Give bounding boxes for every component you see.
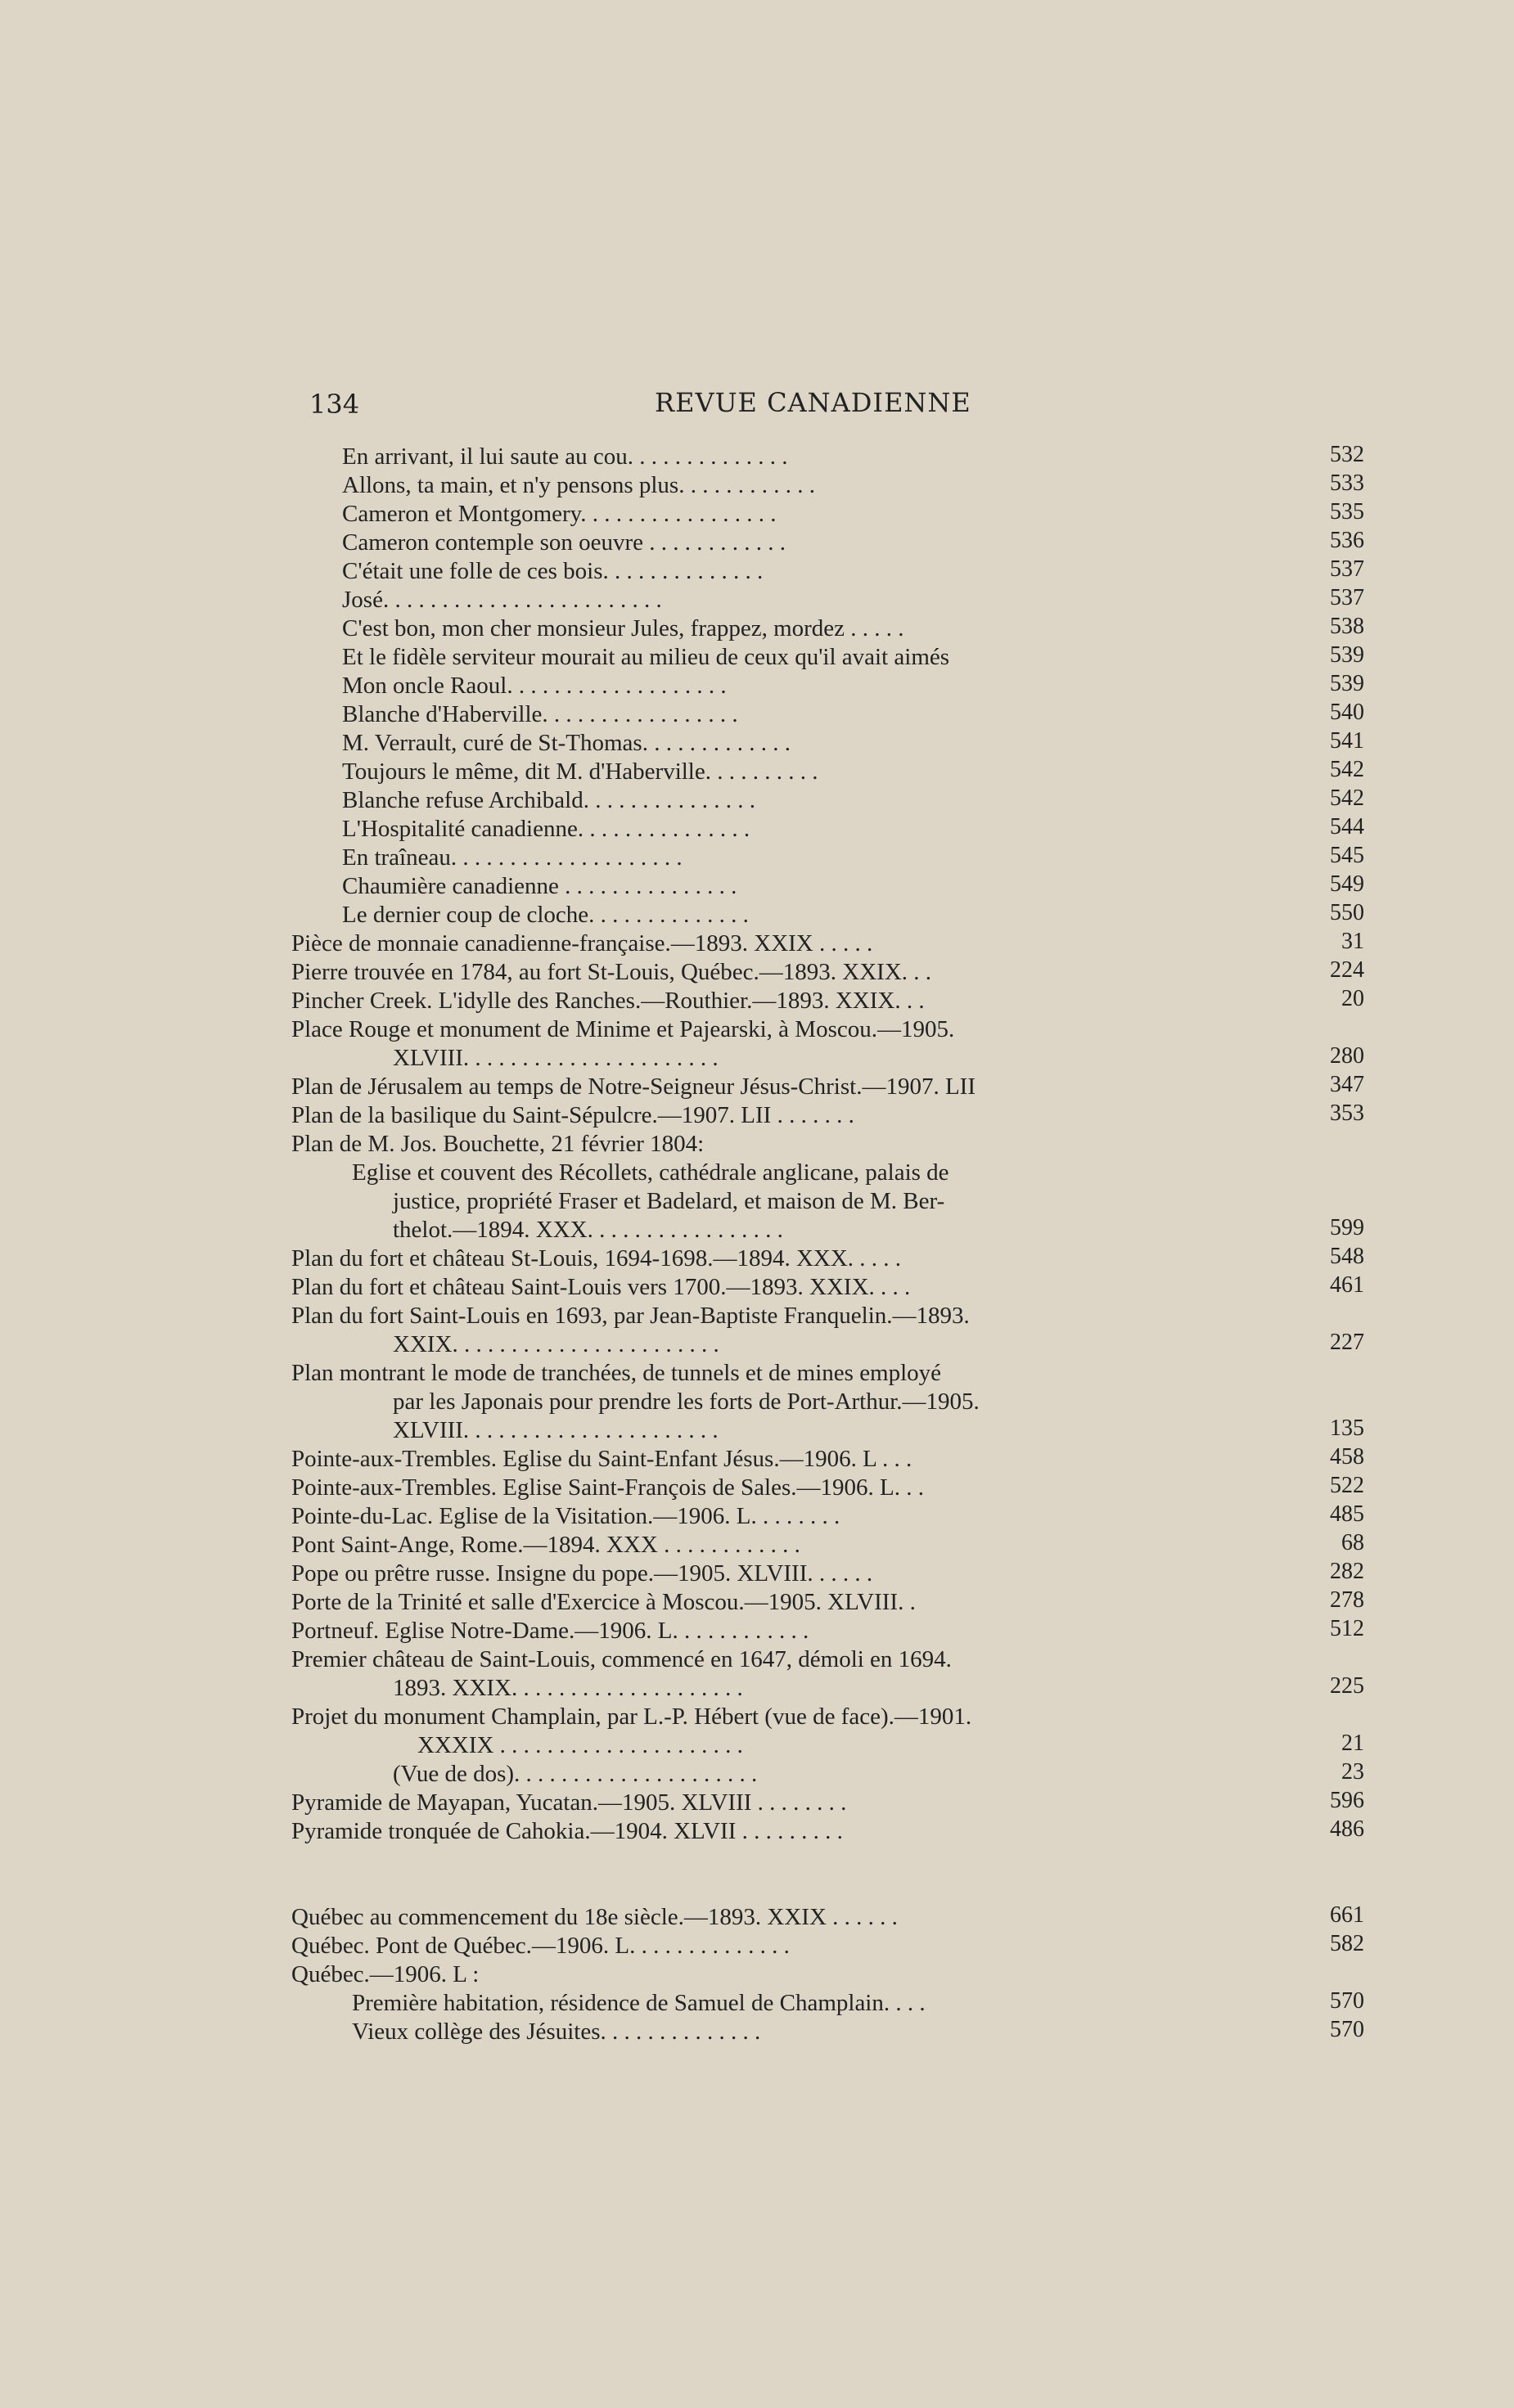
entry-page: 550 — [1330, 900, 1364, 925]
index-entry — [0, 814, 1514, 843]
index-entry — [0, 470, 1514, 499]
entry-page: 282 — [1330, 1559, 1364, 1584]
entry-page: 582 — [1330, 1931, 1364, 1956]
index-entry — [0, 1988, 1514, 2017]
entry-text: Cameron et Montgomery. . . . . . . . . . . . . . . . . — [342, 501, 777, 527]
entry-text: Pierre trouvée en 1784, au fort St-Louis, Québec.—1893. XXIX. . . — [291, 959, 932, 985]
entry-page: 23 — [1341, 1759, 1364, 1785]
entry-text: Plan de la basilique du Saint-Sépulcre.—1907. LII . . . . . . . — [291, 1102, 854, 1128]
index-entry — [0, 700, 1514, 728]
index-entry — [0, 1158, 1514, 1186]
entry-page: 570 — [1330, 2017, 1364, 2042]
entry-text: Eglise et couvent des Récollets, cathédrale anglicane, palais de — [352, 1159, 949, 1186]
entry-text: Et le fidèle serviteur mourait au milieu de ceux qu'il avait aimés — [342, 644, 950, 670]
index-entry — [0, 1902, 1514, 1931]
entry-text: Toujours le même, dit M. d'Haberville. . . . . . . . . . — [342, 758, 818, 785]
index-entry — [0, 1559, 1514, 1587]
index-entry — [0, 900, 1514, 929]
index-entry — [0, 2017, 1514, 2046]
entry-page: 353 — [1330, 1100, 1364, 1126]
entry-text: Pointe-aux-Trembles. Eglise Saint-François de Sales.—1906. L. . . — [291, 1474, 924, 1501]
index-entry — [0, 1587, 1514, 1616]
entry-text: XXIX. . . . . . . . . . . . . . . . . . . . . . . — [393, 1331, 719, 1357]
entry-page: 541 — [1330, 728, 1364, 754]
entry-text: Pincher Creek. L'idylle des Ranches.—Routhier.—1893. XXIX. . . — [291, 988, 925, 1014]
index-entry — [0, 1816, 1514, 1845]
entry-text: Pointe-du-Lac. Eglise de la Visitation.—1906. L. . . . . . . . — [291, 1503, 840, 1529]
index-entry — [0, 1759, 1514, 1788]
entry-text: justice, propriété Fraser et Badelard, et maison de M. Ber- — [393, 1188, 945, 1214]
entry-text: Plan de M. Jos. Bouchette, 21 février 1804: — [291, 1131, 705, 1157]
index-entry — [0, 1645, 1514, 1673]
entry-text: XLVIII. . . . . . . . . . . . . . . . . . . . . . — [393, 1045, 719, 1071]
entry-text: Pont Saint-Ange, Rome.—1894. XXX . . . . . . . . . . . . — [291, 1532, 800, 1558]
entry-text: En arrivant, il lui saute au cou. . . . . . . . . . . . . . — [342, 443, 788, 470]
entry-text: En traîneau. . . . . . . . . . . . . . . . . . . . — [342, 844, 683, 871]
section-gap — [0, 1845, 1514, 1902]
entry-page: 537 — [1330, 556, 1364, 582]
index-entry — [0, 1015, 1514, 1043]
entry-text: Plan du fort Saint-Louis en 1693, par Jean-Baptiste Franquelin.—1893. — [291, 1303, 970, 1329]
index-entry — [0, 1129, 1514, 1158]
entry-text: 1893. XXIX. . . . . . . . . . . . . . . . . . . . — [393, 1675, 743, 1701]
index-entry — [0, 1444, 1514, 1473]
entry-page: 545 — [1330, 843, 1364, 868]
entry-text: José. . . . . . . . . . . . . . . . . . . . . . . . — [342, 587, 662, 613]
index-entry — [0, 1931, 1514, 1960]
entry-page: 537 — [1330, 585, 1364, 610]
entry-page: 522 — [1330, 1473, 1364, 1498]
index-entry — [0, 499, 1514, 528]
entry-text: C'est bon, mon cher monsieur Jules, frappez, mordez . . . . . — [342, 615, 904, 641]
index-entry — [0, 442, 1514, 470]
index-entry — [0, 556, 1514, 585]
index-entry — [0, 728, 1514, 757]
index-entry — [0, 1501, 1514, 1530]
entry-text: Plan du fort et château St-Louis, 1694-1698.—1894. XXX. . . . . — [291, 1245, 902, 1272]
index-entry — [0, 1186, 1514, 1215]
entry-text: XXXIX . . . . . . . . . . . . . . . . . . . . . — [417, 1732, 743, 1758]
index-entry — [0, 585, 1514, 614]
entry-text: Allons, ta main, et n'y pensons plus. . . . . . . . . . . . — [342, 472, 815, 498]
entry-text: Place Rouge et monument de Minime et Pajearski, à Moscou.—1905. — [291, 1016, 955, 1042]
entry-text: Chaumière canadienne . . . . . . . . . . . . . . . — [342, 873, 737, 899]
entry-text: Plan de Jérusalem au temps de Notre-Seigneur Jésus-Christ.—1907. LII — [291, 1073, 976, 1100]
entry-text: Portneuf. Eglise Notre-Dame.—1906. L. . . . . . . . . . . . — [291, 1618, 809, 1644]
index-entry — [0, 929, 1514, 957]
index-entry — [0, 1960, 1514, 1988]
entry-text: Blanche refuse Archibald. . . . . . . . . . . . . . . — [342, 787, 755, 813]
index-entry — [0, 1387, 1514, 1416]
index-entry — [0, 1043, 1514, 1072]
running-title: REVUE CANADIENNE — [655, 387, 971, 418]
entry-page: 21 — [1341, 1731, 1364, 1756]
entry-page: 539 — [1330, 671, 1364, 696]
index-entry — [0, 757, 1514, 785]
entry-text: Porte de la Trinité et salle d'Exercice à Moscou.—1905. XLVIII. . — [291, 1589, 916, 1615]
entry-page: 540 — [1330, 700, 1364, 725]
entry-page: 458 — [1330, 1444, 1364, 1470]
entry-text: Plan du fort et château Saint-Louis vers 1700.—1893. XXIX. . . . — [291, 1274, 911, 1300]
entry-page: 20 — [1341, 986, 1364, 1011]
entry-page: 533 — [1330, 470, 1364, 496]
entry-page: 135 — [1330, 1416, 1364, 1441]
entry-text: Pièce de monnaie canadienne-française.—1893. XXIX . . . . . — [291, 930, 873, 956]
index-entry — [0, 614, 1514, 642]
index-entry — [0, 1416, 1514, 1444]
entry-page: 347 — [1330, 1072, 1364, 1097]
index-entry — [0, 1731, 1514, 1759]
entry-page: 224 — [1330, 957, 1364, 983]
entry-text: Mon oncle Raoul. . . . . . . . . . . . . . . . . . . — [342, 673, 727, 699]
entry-page: 570 — [1330, 1988, 1364, 2014]
index-entry — [0, 957, 1514, 986]
index-entry — [0, 986, 1514, 1015]
entry-text: Pyramide de Mayapan, Yucatan.—1905. XLVIII . . . . . . . . — [291, 1789, 847, 1816]
entry-text: Blanche d'Haberville. . . . . . . . . . . . . . . . . — [342, 701, 738, 727]
entry-text: Projet du monument Champlain, par L.-P. Hébert (vue de face).—1901. — [291, 1704, 972, 1730]
entry-text: Plan montrant le mode de tranchées, de tunnels et de mines employé — [291, 1360, 942, 1386]
entry-text: M. Verrault, curé de St-Thomas. . . . . . . . . . . . . — [342, 730, 791, 756]
index-entry — [0, 1330, 1514, 1358]
index-entry — [0, 1616, 1514, 1645]
entry-text: Pope ou prêtre russe. Insigne du pope.—1905. XLVIII. . . . . . — [291, 1560, 873, 1587]
index-entry — [0, 1530, 1514, 1559]
entry-text: XLVIII. . . . . . . . . . . . . . . . . . . . . . — [393, 1417, 719, 1443]
entry-page: 549 — [1330, 871, 1364, 897]
entry-text: Québec.—1906. L : — [291, 1961, 480, 1987]
entry-text: Première habitation, résidence de Samuel de Champlain. . . . — [352, 1990, 926, 2016]
index-entry — [0, 1272, 1514, 1301]
index-entry — [0, 671, 1514, 700]
entry-page: 596 — [1330, 1788, 1364, 1813]
index-entry — [0, 1673, 1514, 1702]
entry-page: 68 — [1341, 1530, 1364, 1555]
page-number: 134 — [309, 389, 360, 420]
entry-text: Pyramide tronquée de Cahokia.—1904. XLVII . . . . . . . . . — [291, 1818, 843, 1844]
entry-page: 538 — [1330, 614, 1364, 639]
entry-page: 512 — [1330, 1616, 1364, 1641]
entry-text: Québec. Pont de Québec.—1906. L. . . . . . . . . . . . . . — [291, 1933, 790, 1959]
index-entry — [0, 1072, 1514, 1100]
index-entry — [0, 1100, 1514, 1129]
index-entry — [0, 1473, 1514, 1501]
index-entry — [0, 1301, 1514, 1330]
entry-page: 536 — [1330, 528, 1364, 553]
entry-page: 31 — [1341, 929, 1364, 954]
entry-text: Premier château de Saint-Louis, commencé en 1647, démoli en 1694. — [291, 1646, 952, 1672]
entry-page: 661 — [1330, 1902, 1364, 1928]
entry-text: L'Hospitalité canadienne. . . . . . . . . . . . . . . — [342, 816, 750, 842]
entry-text: par les Japonais pour prendre les forts de Port-Arthur.—1905. — [393, 1389, 980, 1415]
entry-page: 225 — [1330, 1673, 1364, 1699]
entry-text: Pointe-aux-Trembles. Eglise du Saint-Enfant Jésus.—1906. L . . . — [291, 1446, 912, 1472]
entry-page: 227 — [1330, 1330, 1364, 1355]
index-entry — [0, 843, 1514, 871]
index-entry — [0, 1788, 1514, 1816]
entry-text: C'était une folle de ces bois. . . . . . . . . . . . . . — [342, 558, 764, 584]
entry-page: 548 — [1330, 1244, 1364, 1269]
entry-page: 485 — [1330, 1501, 1364, 1527]
entry-text: Cameron contemple son oeuvre . . . . . . . . . . . . — [342, 529, 786, 556]
index-entry — [0, 1215, 1514, 1244]
entry-text: thelot.—1894. XXX. . . . . . . . . . . . . . . . . — [393, 1217, 783, 1243]
index-entry — [0, 785, 1514, 814]
entry-text: Vieux collège des Jésuites. . . . . . . . . . . . . . — [352, 2019, 761, 2045]
index-list — [0, 442, 1514, 2046]
entry-page: 461 — [1330, 1272, 1364, 1298]
entry-text: Québec au commencement du 18e siècle.—1893. XXIX . . . . . . — [291, 1904, 898, 1930]
entry-page: 542 — [1330, 757, 1364, 782]
entry-text: (Vue de dos). . . . . . . . . . . . . . . . . . . . . — [393, 1761, 758, 1787]
entry-page: 539 — [1330, 642, 1364, 668]
index-entry — [0, 1358, 1514, 1387]
index-entry — [0, 1702, 1514, 1731]
page-header — [0, 380, 1514, 430]
index-entry — [0, 642, 1514, 671]
entry-page: 542 — [1330, 785, 1364, 811]
entry-page: 532 — [1330, 442, 1364, 467]
index-entry — [0, 1244, 1514, 1272]
index-entry — [0, 871, 1514, 900]
entry-page: 280 — [1330, 1043, 1364, 1069]
index-entry — [0, 528, 1514, 556]
entry-page: 535 — [1330, 499, 1364, 524]
entry-page: 544 — [1330, 814, 1364, 839]
entry-page: 486 — [1330, 1816, 1364, 1842]
entry-page: 599 — [1330, 1215, 1364, 1240]
entry-page: 278 — [1330, 1587, 1364, 1613]
entry-text: Le dernier coup de cloche. . . . . . . . . . . . . . — [342, 902, 749, 928]
